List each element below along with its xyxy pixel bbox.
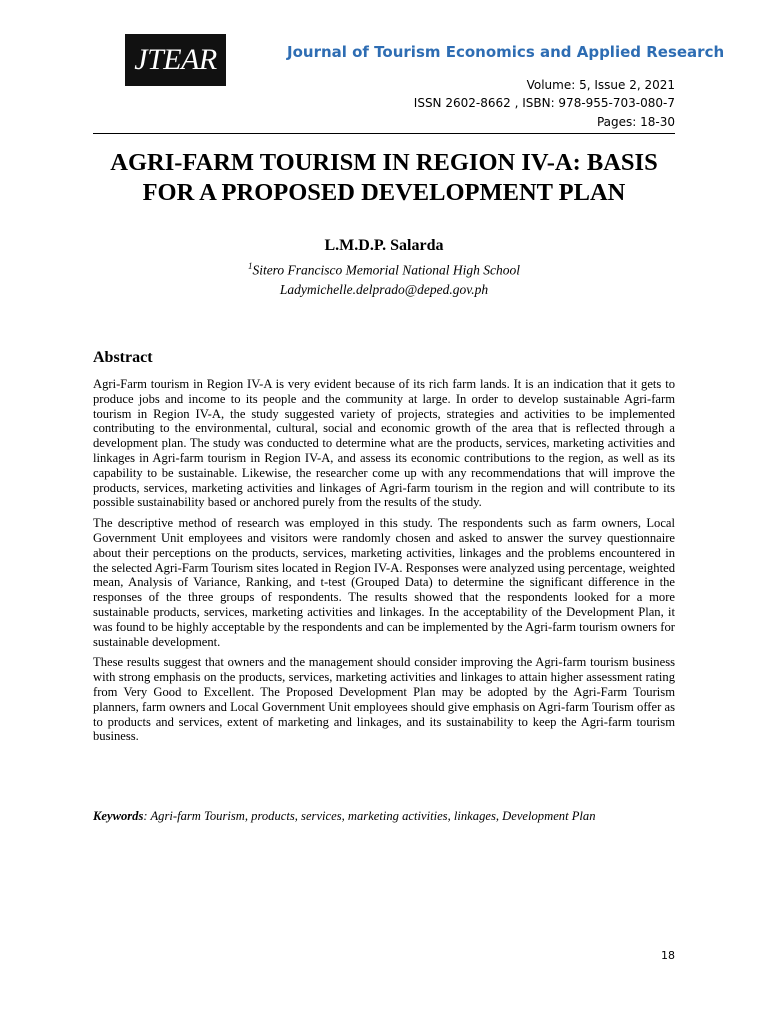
article-title [80,148,688,208]
author-affiliation [93,261,675,279]
abstract-paragraph: Agri-Farm tourism in Region IV-A is very evident because of its rich farm lands. It is an indication that it gets to produce jobs and income to its people and the community at large. In order to develop sustainable Agri-farm tourism in Region IV-A, the study suggested variety of projects, strategies and activities to be implemented contributing to the environmental, cultural, social and economic growth of the area that is reflected through a development plan. The study was conducted to determine what are the products, services, marketing activities and linkages in Agri-farm tourism in Region IV-A, and assess its economic contributions to the region, as well as its capability to be sustainable. Likewise, the researcher come up with any recommendations that will improve the products, services, marketing activities and linkages of Agri-farm tourism in the region and will contribute to its possible sustainability based or anchored purely from the results of the study. [93,377,675,510]
volume-info: Volume: 5, Issue 2, 2021 [526,78,675,92]
abstract-heading: Abstract [93,349,153,366]
article-title-line-2: FOR A PROPOSED DEVELOPMENT PLAN [142,179,626,206]
keywords-text: : Agri-farm Tourism, products, services, marketing activities, linkages, Development Plan [143,809,596,823]
keywords [93,809,675,824]
author-email: Ladymichelle.delprado@deped.gov.ph [279,282,489,297]
author-name: L.M.D.P. Salarda [324,237,444,254]
article-title-line-1: AGRI-FARM TOURISM IN REGION IV-A: BASIS [110,149,658,176]
journal-logo: JTEAR [125,34,226,86]
affiliation-text: Sitero Francisco Memorial National High School [252,262,521,278]
abstract-paragraph: The descriptive method of research was employed in this study. The respondents such as farm owners, Local Government Unit employees and visitors were randomly chosen and asked to answer the survey questionnaire about their perceptions on the products, services, marketing activities, linkages and the problems encountered in the selected Agri-Farm Tourism sites located in Region IV-A. Responses were analyzed using percentage, weighted mean, Analysis of Variance, Ranking, and t-test (Grouped Data) to determine the significant difference in the responses of the three groups of respondents. The results showed that the respondents looked for a more sustainable products, services, marketing activities and linkages. In the acceptability of the Development Plan, it was found to be highly acceptable by the respondents and can be implemented by the Agri-farm tourism owners for sustainable development. [93,516,675,649]
pages-info: Pages: 18-30 [596,115,675,129]
page-number: 18 [661,949,675,962]
abstract-paragraph: These results suggest that owners and the management should consider improving the Agri-farm tourism business with strong emphasis on the products, services, marketing activities and linkages to attain higher assessment rating from Very Good to Excellent. The Proposed Development Plan may be adopted by the Agri-Farm Tourism planners, farm owners and Local Government Unit employees should give emphasis on Agri-farm Tourism offer as to products and services, extent of marketing and linkages, and its sustainability to keep the Agri-farm tourism business. [93,655,675,744]
header-divider [93,133,675,134]
journal-title: Journal of Tourism Economics and Applied Research [287,43,725,61]
abstract-body [93,377,675,750]
affiliation-marker: 1 [247,261,253,271]
keywords-label: Keywords [93,809,144,823]
issn-info: ISSN 2602-8662 , ISBN: 978-955-703-080-7 [413,96,675,110]
